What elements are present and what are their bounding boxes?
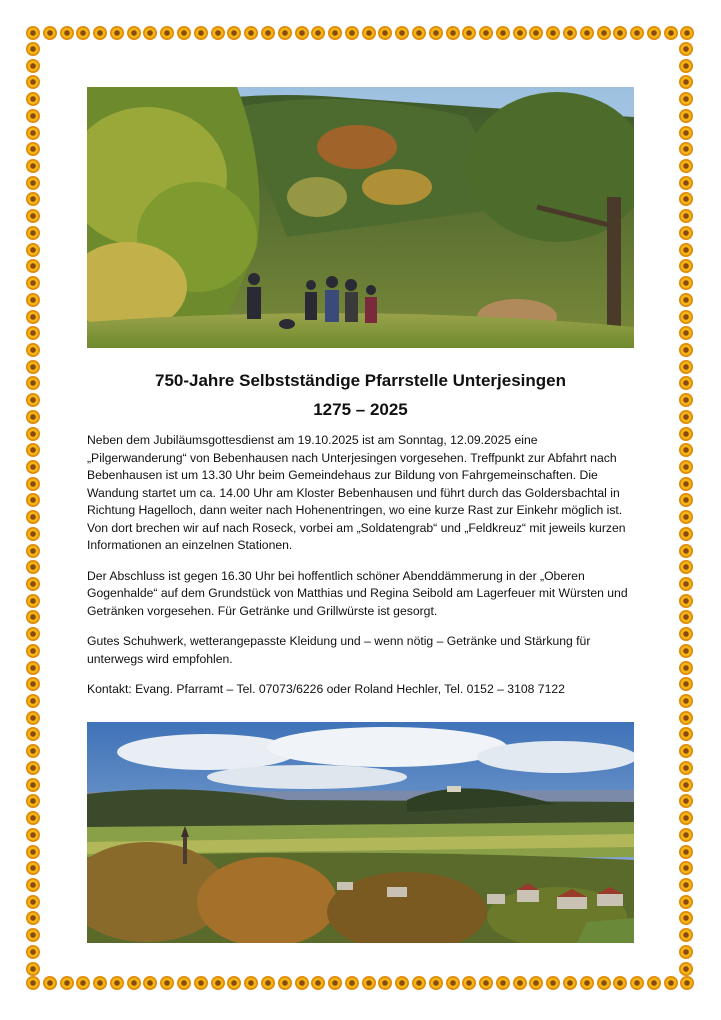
sunflower-icon [479,26,493,40]
sunflower-icon [546,26,560,40]
sunflower-icon [110,26,124,40]
sunflower-icon [647,26,661,40]
sunflower-icon [613,976,627,990]
sunflower-icon [26,845,40,859]
sunflower-icon [26,142,40,156]
sunflower-icon [311,26,325,40]
sunflower-icon [597,26,611,40]
sunflower-icon [429,976,443,990]
sunflower-icon [328,26,342,40]
sunflower-icon [345,976,359,990]
sunflower-icon [679,544,693,558]
sunflower-icon [26,410,40,424]
sunflower-icon [261,26,275,40]
sunflower-icon [446,976,460,990]
sunflower-icon [244,976,258,990]
sunflower-icon [177,976,191,990]
sunflower-icon [278,26,292,40]
sunflower-icon [26,427,40,441]
sunflower-icon [26,610,40,624]
sunflower-icon [362,976,376,990]
sunflower-icon [563,26,577,40]
sunflower-icon [679,878,693,892]
sunflower-icon [680,976,694,990]
sunflower-icon [679,644,693,658]
landscape-photo [87,722,634,943]
sunflower-icon [26,811,40,825]
sunflower-icon [679,945,693,959]
sunflower-icon [429,26,443,40]
sunflower-icon [679,828,693,842]
sunflower-icon [26,126,40,140]
sunflower-icon [513,976,527,990]
sunflower-icon [26,577,40,591]
sunflower-icon [679,443,693,457]
sunflower-icon [328,976,342,990]
sunflower-icon [194,976,208,990]
sunflower-icon [496,976,510,990]
sunflower-icon [345,26,359,40]
sunflower-icon [211,976,225,990]
sunflower-icon [479,976,493,990]
sunflower-icon [26,711,40,725]
sunflower-icon [378,976,392,990]
sunflower-icon [529,976,543,990]
sunflower-icon [26,744,40,758]
sunflower-icon [26,259,40,273]
sunflower-icon [679,911,693,925]
sunflower-icon [679,627,693,641]
sunflower-icon [362,26,376,40]
sunflower-icon [679,727,693,741]
sunflower-icon [26,594,40,608]
sunflower-icon [679,109,693,123]
sunflower-icon [679,744,693,758]
sunflower-icon [110,976,124,990]
sunflower-icon [311,976,325,990]
sunflower-icon [26,192,40,206]
sunflower-icon [679,410,693,424]
sunflower-icon [679,126,693,140]
sunflower-icon [143,976,157,990]
sunflower-icon [679,794,693,808]
sunflower-icon [26,443,40,457]
sunflower-icon [679,962,693,976]
sunflower-icon [26,360,40,374]
sunflower-icon [26,477,40,491]
sunflower-icon [679,376,693,390]
sunflower-icon [244,26,258,40]
sunflower-icon [664,26,678,40]
sunflower-icon [412,26,426,40]
sunflower-icon [446,26,460,40]
sunflower-icon [26,460,40,474]
sunflower-icon [261,976,275,990]
sunflower-icon [679,259,693,273]
sunflower-icon [26,92,40,106]
sunflower-icon [26,911,40,925]
sunflower-icon [26,376,40,390]
sunflower-icon [679,343,693,357]
sunflower-icon [679,293,693,307]
sunflower-icon [26,928,40,942]
sunflower-icon [613,26,627,40]
sunflower-icon [597,976,611,990]
sunflower-icon [26,661,40,675]
sunflower-icon [43,976,57,990]
sunflower-icon [664,976,678,990]
sunflower-icon [395,26,409,40]
sunflower-icon [679,895,693,909]
sunflower-icon [679,610,693,624]
sunflower-icon [679,209,693,223]
paragraph-event-details: Neben dem Jubiläumsgottesdienst am 19.10.2025 ist am Sonntag, 12.09.2025 eine „Pilgerwanderung“ von Bebenhausen nach Unterjesingen vorgesehen. Treffpunkt zur Abfahrt nach Bebenhausen ist um 13.30 Uhr beim Gemeindehaus zur Bildung von Fahrgemeinschaften. Die Wandung startet um ca. 14.00 Uhr am Kloster Bebenhausen und führt durch das Goldersbachtal in Richtung Hagelloch, dann weiter nach Hohenentringen, wo eine kurze Rast zur Einkehr möglich ist. Von dort brechen wir auf nach Roseck, vorbei am „Soldatengrab“ und „Feldkreuz“ mit jeweils kurzen Informationen an einzelnen Stationen. [87,433,626,552]
page-title: 750-Jahre Selbstständige Pfarrstelle Unterjesingen [155,371,566,390]
sunflower-icon [26,343,40,357]
sunflower-icon [26,26,40,40]
sunflower-icon [580,26,594,40]
sunflower-icon [679,761,693,775]
sunflower-icon [496,26,510,40]
sunflower-icon [679,661,693,675]
sunflower-icon [26,878,40,892]
sunflower-icon [679,460,693,474]
sunflower-icon [679,577,693,591]
sunflower-icon [679,59,693,73]
sunflower-icon [26,778,40,792]
sunflower-icon [679,477,693,491]
paragraph-contact: Kontakt: Evang. Pfarramt – Tel. 07073/6226 oder Roland Hechler, Tel. 0152 – 3108 7122 [87,682,565,696]
sunflower-icon [679,159,693,173]
paragraph-closing: Der Abschluss ist gegen 16.30 Uhr bei hoffentlich schöner Abenddämmerung in der „Oberen Gogenhalde“ auf dem Grundstück von Matthias und Regina Seibold am Lagerfeuer mit Würsten und Getränken vorgesehen. Für Getränke und Grillwürste ist gesorgt. [87,568,628,618]
sunflower-icon [679,694,693,708]
sunflower-icon [26,510,40,524]
sunflower-icon [679,861,693,875]
sunflower-icon [630,976,644,990]
sunflower-icon [295,26,309,40]
sunflower-icon [679,326,693,340]
sunflower-icon [127,976,141,990]
sunflower-icon [26,627,40,641]
sunflower-icon [679,510,693,524]
sunflower-icon [26,393,40,407]
sunflower-icon [26,310,40,324]
sunflower-icon [26,794,40,808]
sunflower-icon [26,109,40,123]
sunflower-icon [143,26,157,40]
sunflower-icon [160,26,174,40]
sunflower-icon [513,26,527,40]
sunflower-icon [679,42,693,56]
sunflower-icon [26,976,40,990]
sunflower-icon [60,976,74,990]
sunflower-icon [26,945,40,959]
sunflower-icon [679,360,693,374]
hikers-photo [87,87,634,348]
sunflower-icon [680,26,694,40]
sunflower-icon [26,59,40,73]
sunflower-icon [26,243,40,257]
sunflower-icon [647,976,661,990]
sunflower-icon [160,976,174,990]
sunflower-icon [26,159,40,173]
sunflower-icon [679,310,693,324]
sunflower-icon [679,92,693,106]
sunflower-icon [127,26,141,40]
sunflower-icon [679,677,693,691]
sunflower-icon [679,493,693,507]
sunflower-icon [26,727,40,741]
sunflower-icon [546,976,560,990]
sunflower-icon [26,861,40,875]
sunflower-icon [194,26,208,40]
sunflower-icon [26,326,40,340]
sunflower-icon [395,976,409,990]
sunflower-icon [26,677,40,691]
sunflower-icon [26,644,40,658]
sunflower-icon [26,560,40,574]
sunflower-icon [679,594,693,608]
sunflower-icon [26,226,40,240]
sunflower-icon [679,527,693,541]
sunflower-icon [26,42,40,56]
sunflower-icon [211,26,225,40]
sunflower-icon [295,976,309,990]
sunflower-icon [679,711,693,725]
sunflower-icon [26,75,40,89]
sunflower-icon [26,209,40,223]
sunflower-icon [462,26,476,40]
sunflower-icon [26,828,40,842]
sunflower-icon [679,176,693,190]
sunflower-icon [412,976,426,990]
sunflower-icon [26,761,40,775]
sunflower-icon [378,26,392,40]
sunflower-icon [679,811,693,825]
sunflower-icon [679,75,693,89]
sunflower-icon [679,276,693,290]
sunflower-icon [26,293,40,307]
sunflower-icon [462,976,476,990]
sunflower-icon [26,527,40,541]
sunflower-icon [26,544,40,558]
sunflower-icon [26,176,40,190]
sunflower-icon [177,26,191,40]
sunflower-icon [26,493,40,507]
sunflower-icon [529,26,543,40]
sunflower-icon [679,192,693,206]
sunflower-icon [679,560,693,574]
sunflower-icon [227,976,241,990]
sunflower-icon [580,976,594,990]
sunflower-icon [60,26,74,40]
sunflower-icon [563,976,577,990]
sunflower-icon [26,895,40,909]
sunflower-icon [679,778,693,792]
sunflower-icon [679,142,693,156]
sunflower-icon [679,845,693,859]
sunflower-icon [43,26,57,40]
sunflower-icon [679,226,693,240]
sunflower-icon [26,276,40,290]
sunflower-icon [76,26,90,40]
sunflower-icon [278,976,292,990]
sunflower-icon [679,928,693,942]
sunflower-icon [630,26,644,40]
sunflower-icon [679,427,693,441]
sunflower-icon [227,26,241,40]
sunflower-icon [93,26,107,40]
sunflower-icon [26,694,40,708]
sunflower-icon [679,243,693,257]
paragraph-recommendation: Gutes Schuhwerk, wetterangepasste Kleidung und – wenn nötig – Getränke und Stärkung für unterwegs wird empfohlen. [87,634,591,666]
sunflower-icon [26,962,40,976]
sunflower-icon [93,976,107,990]
sunflower-icon [679,393,693,407]
sunflower-icon [76,976,90,990]
article-body [87,432,637,712]
page-subtitle-years: 1275 – 2025 [313,400,408,419]
